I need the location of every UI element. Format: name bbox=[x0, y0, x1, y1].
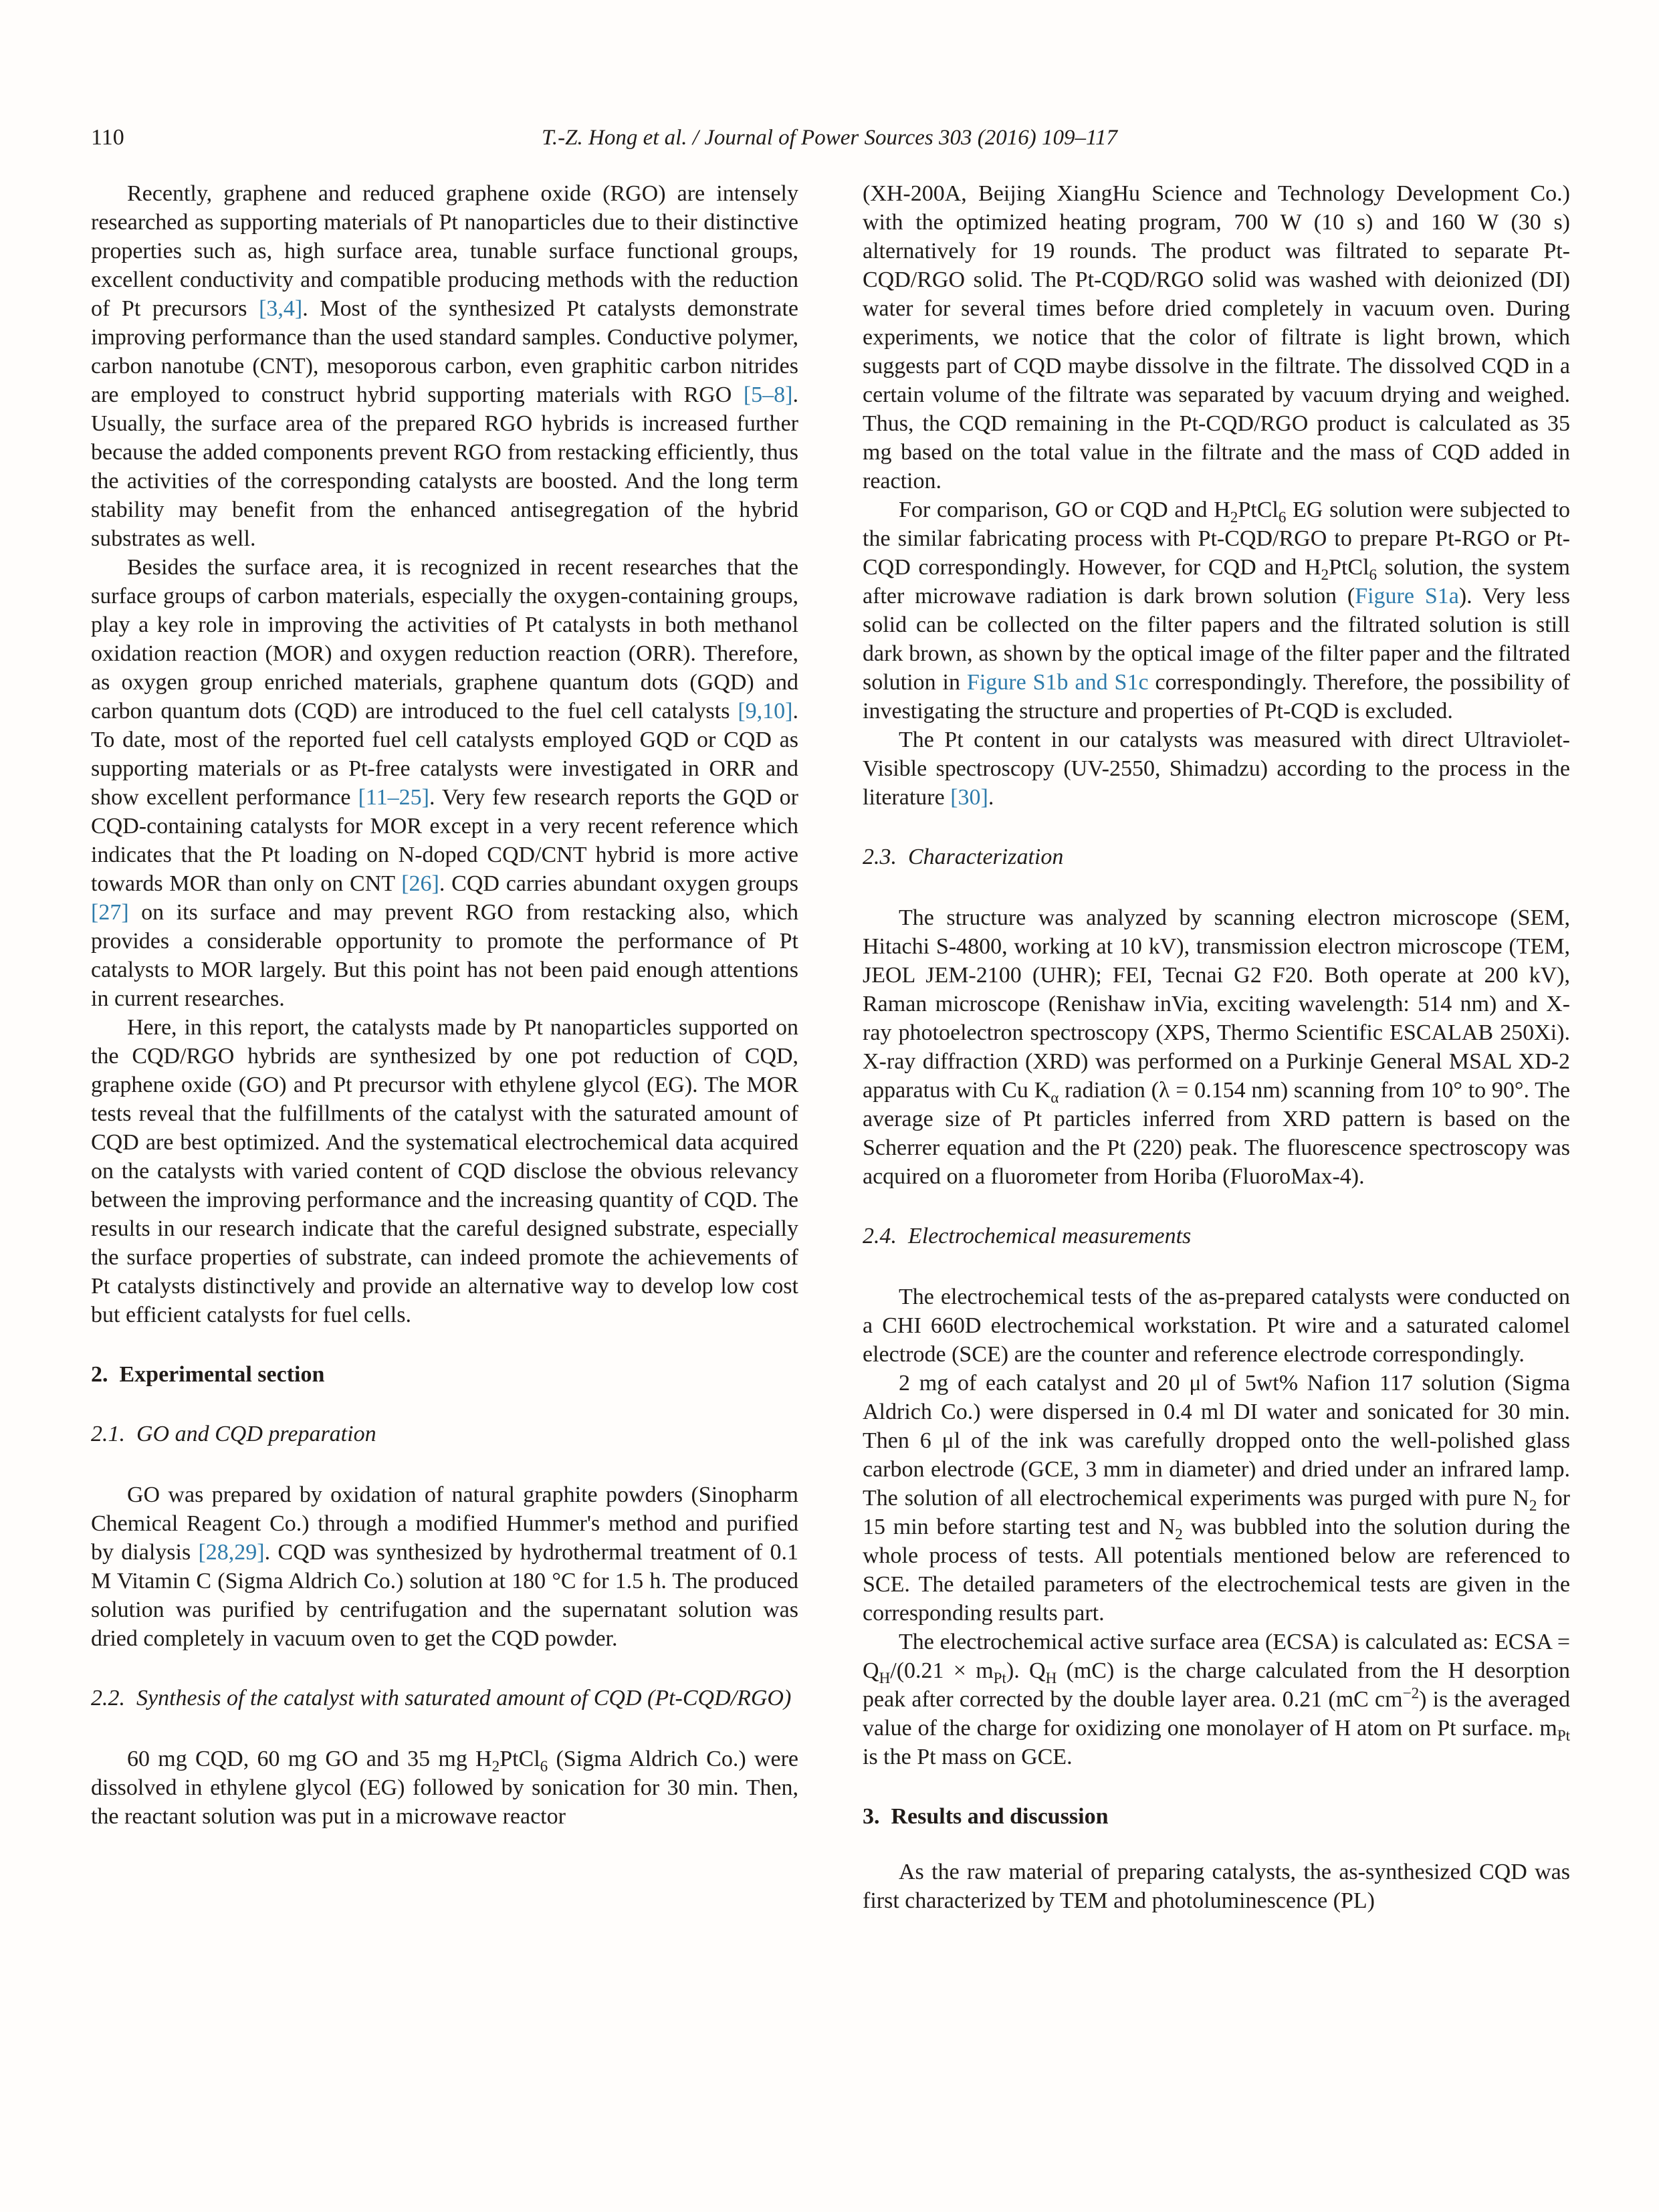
subscript: H bbox=[1045, 1669, 1057, 1687]
two-column-body bbox=[91, 179, 1570, 1915]
ref-link-26[interactable]: [26] bbox=[401, 871, 439, 896]
para-synthesis-reagents: 60 mg CQD, 60 mg GO and 35 mg $H_2PtCl_6$ (Sigma Aldrich Co.) were dissolved in ethylene glycol (EG) followed by sonication for 30 min. Then, the reactant solution was put in a microwave reactor bbox=[91, 1747, 798, 1829]
running-header: T.-Z. Hong et al. / Journal of Power Sources 303 (2016) 109–117 bbox=[542, 126, 1117, 150]
para-ecsa-calculation: The electrochemical active surface area (ECSA) is calculated as: ECSA = $Q_H/(0.21 \times m_{Pt})$. $Q_H$ (mC) is the charge calculated from the H desorption peak after corrected by the double layer area. 0.21 (mC $cm^{-2}$) is the averaged value of the charge for oxidizing one monolayer of H atom on Pt surface. $m_{Pt}$ is the Pt mass on GCE. bbox=[863, 1630, 1570, 1769]
subscript: H bbox=[879, 1669, 891, 1687]
ref-link-30[interactable]: [30] bbox=[950, 785, 988, 810]
heading-go-cqd-preparation: 2.1. GO and CQD preparation bbox=[91, 1422, 376, 1446]
para-results-intro: As the raw material of preparing catalysts, the as-synthesized CQD was first characterized by TEM and photoluminescence (PL) bbox=[863, 1860, 1570, 1913]
para-oxygen-groups: Besides the surface area, it is recognized in recent researches that the surface groups of carbon materials, especially the oxygen-containing groups, play a key role in improving the activities of Pt catalysts in both methanol oxidation reaction (MOR) and oxygen reduction reaction (ORR). Therefore, as oxygen group enriched materials, graphene quantum dots (GQD) and carbon quantum dots (CQD) are introduced to the fuel cell catalysts [9,10]. To date, most of the reported fuel cell catalysts employed GQD or CQD as supporting materials or as Pt-free catalysts were investigated in ORR and show excellent performance [11–25]. Very few research reports the GQD or CQD-containing catalysts for MOR except in a very recent reference which indicates that the Pt loading on N-doped CQD/CNT hybrid is more active towards MOR than only on CNT [26]. CQD carries abundant oxygen groups [27] on its surface and may prevent RGO from restacking also, which provides a considerable opportunity to promote the performance of Pt catalysts to MOR largely. But this point has not been paid enough attentions in current researches. bbox=[91, 555, 799, 1011]
link-figure-s1b-s1c[interactable]: Figure S1b and S1c bbox=[966, 670, 1149, 695]
subscript: α bbox=[1050, 1089, 1059, 1107]
ref-link-5-8[interactable]: [5–8] bbox=[743, 382, 793, 407]
para-pt-content: The Pt content in our catalysts was measured with direct Ultraviolet-Visible spectroscopy (UV-2550, Shimadzu) according to the process in the literature [30]. bbox=[863, 728, 1570, 810]
left-column bbox=[91, 179, 798, 1915]
ref-link-11-25[interactable]: [11–25] bbox=[358, 785, 429, 810]
ref-link-3-4[interactable]: [3,4] bbox=[259, 296, 303, 321]
page-number: 110 bbox=[91, 125, 124, 150]
subscript: 6 bbox=[540, 1757, 548, 1775]
subscript: 2 bbox=[1175, 1525, 1183, 1543]
subscript: Pt bbox=[993, 1669, 1006, 1687]
subscript: 6 bbox=[1278, 508, 1287, 526]
ref-link-28-29[interactable]: [28,29] bbox=[198, 1540, 265, 1565]
para-instruments: The structure was analyzed by scanning electron microscope (SEM, Hitachi S-4800, working at 10 kV), transmission electron microscope (TEM, JEOL JEM-2100 (UHR); FEI, Tecnai G2 F20. Both operate at 200 kV), Raman microscope (Renishaw inVia, exciting wavelength: 514 nm) and X-ray photoelectron spectroscopy (XPS, Thermo Scientific ESCALAB 250Xi). X-ray diffraction (XRD) was performed on a Purkinje General MSAL XD-2 apparatus with Cu $K_\alpha$ radiation (λ = 0.154 nm) scanning from 10° to 90°. The average size of Pt particles inferred from XRD pattern is based on the Scherrer equation and the Pt (220) peak. The fluorescence spectroscopy was acquired on a fluorometer from Horiba (FluoroMax-4). bbox=[863, 905, 1570, 1189]
heading-synthesis-pt-cqd-rgo: 2.2. Synthesis of the catalyst with saturated amount of CQD (Pt-CQD/RGO) bbox=[91, 1686, 792, 1710]
para-workstation: The electrochemical tests of the as-prepared catalysts were conducted on a CHI 660D electrochemical workstation. Pt wire and a saturated calomel electrode (SCE) are the counter and reference electrode correspondingly. bbox=[863, 1285, 1570, 1367]
heading-experimental-section: 2. Experimental section bbox=[91, 1362, 325, 1387]
subscript: 2 bbox=[1321, 566, 1329, 584]
heading-characterization: 2.3. Characterization bbox=[863, 845, 1064, 869]
subscript: Pt bbox=[1557, 1727, 1570, 1745]
ref-link-27[interactable]: [27] bbox=[91, 900, 129, 925]
ref-link-9-10[interactable]: [9,10] bbox=[738, 699, 793, 724]
para-comparison-samples: For comparison, GO or CQD and $H_2PtCl_6$ EG solution were subjected to the similar fabricating process with Pt-CQD/RGO to prepare Pt-RGO or Pt-CQD correspondingly. However, for CQD and $H_2PtCl_6$ solution, the system after microwave radiation is dark brown solution (Figure S1a). Very less solid can be collected on the filter papers and the filtrated solution is still dark brown, as shown by the optical image of the filter paper and the filtrated solution in Figure S1b and S1c correspondingly. Therefore, the possibility of investigating the structure and properties of Pt-CQD is excluded. bbox=[863, 497, 1571, 724]
subscript: 2 bbox=[1230, 508, 1238, 526]
para-ink-preparation: 2 mg of each catalyst and 20 μl of 5wt% Nafion 117 solution (Sigma Aldrich Co.) were dispersed in 0.4 ml DI water and sonicated for 30 min. Then 6 μl of the ink was carefully dropped onto the well-polished glass carbon electrode (GCE, 3 mm in diameter) and dried under an infrared lamp. The solution of all electrochemical experiments was purged with pure $N_2$ for 15 min before starting test and $N_2$ was bubbled into the solution during the whole process of tests. All potentials mentioned below are referenced to SCE. The detailed parameters of the electrochemical tests are given in the corresponding results part. bbox=[863, 1371, 1570, 1626]
subscript: 6 bbox=[1369, 566, 1377, 584]
superscript: −2 bbox=[1402, 1684, 1420, 1702]
heading-electrochemical-measurements: 2.4. Electrochemical measurements bbox=[863, 1224, 1192, 1248]
para-go-cqd-preparation: GO was prepared by oxidation of natural graphite powders (Sinopharm Chemical Reagent Co.) through a modified Hummer's method and purified by dialysis [28,29]. CQD was synthesized by hydrothermal treatment of 0.1 M Vitamin C (Sigma Aldrich Co.) solution at 180 °C for 1.5 h. The produced solution was purified by centrifugation and the supernatant solution was dried completely in vacuum oven to get the CQD powder. bbox=[91, 1482, 798, 1651]
subscript: 2 bbox=[1529, 1497, 1537, 1515]
para-intro-rgo: Recently, graphene and reduced graphene oxide (RGO) are intensely researched as supporting materials of Pt nanoparticles due to their distinctive properties such as, high surface area, tunable surface functional groups, excellent conductivity and compatible producing methods with the reduction of Pt precursors [3,4]. Most of the synthesized Pt catalysts demonstrate improving performance than the used standard samples. Conductive polymer, carbon nanotube (CNT), mesoporous carbon, even graphitic carbon nitrides are employed to construct hybrid supporting materials with RGO [5–8]. Usually, the surface area of the prepared RGO hybrids is increased further because the added components prevent RGO from restacking efficiently, thus the activities of the corresponding catalysts are boosted. And the long term stability may benefit from the enhanced antisegregation of the hybrid substrates as well. bbox=[91, 181, 798, 551]
para-microwave-process: (XH-200A, Beijing XiangHu Science and Technology Development Co.) with the optimized heating program, 700 W (10 s) and 160 W (30 s) alternatively for 19 rounds. The product was filtrated to separate Pt-CQD/RGO solid. The Pt-CQD/RGO solid was washed with deionized (DI) water for several times before dried completely in vacuum oven. During experiments, we notice that the color of filtrate is light brown, which suggests part of CQD maybe dissolve in the filtrate. The dissolved CQD in a certain volume of the filtrate was separated by vacuum drying and weighed. Thus, the CQD remaining in the Pt-CQD/RGO product is calculated as 35 mg based on the total value in the filtrate and the mass of CQD added in reaction. bbox=[863, 181, 1570, 493]
link-figure-s1a[interactable]: Figure S1a bbox=[1355, 584, 1459, 609]
right-column bbox=[863, 179, 1570, 1915]
para-this-report: Here, in this report, the catalysts made by Pt nanoparticles supported on the CQD/RGO hybrids are synthesized by one pot reduction of CQD, graphene oxide (GO) and Pt precursor with ethylene glycol (EG). The MOR tests reveal that the fulfillments of the catalyst with the saturated amount of CQD are best optimized. And the systematical electrochemical data acquired on the catalysts with varied content of CQD disclose the obvious relevancy between the improving performance and the increasing quantity of CQD. The results in our research indicate that the careful designed substrate, especially the surface properties of substrate, can indeed promote the achievements of Pt catalysts distinctively and provide an alternative way to develop low cost but efficient catalysts for fuel cells. bbox=[91, 1015, 798, 1327]
subscript: 2 bbox=[491, 1757, 500, 1775]
heading-results-discussion: 3. Results and discussion bbox=[863, 1804, 1109, 1829]
